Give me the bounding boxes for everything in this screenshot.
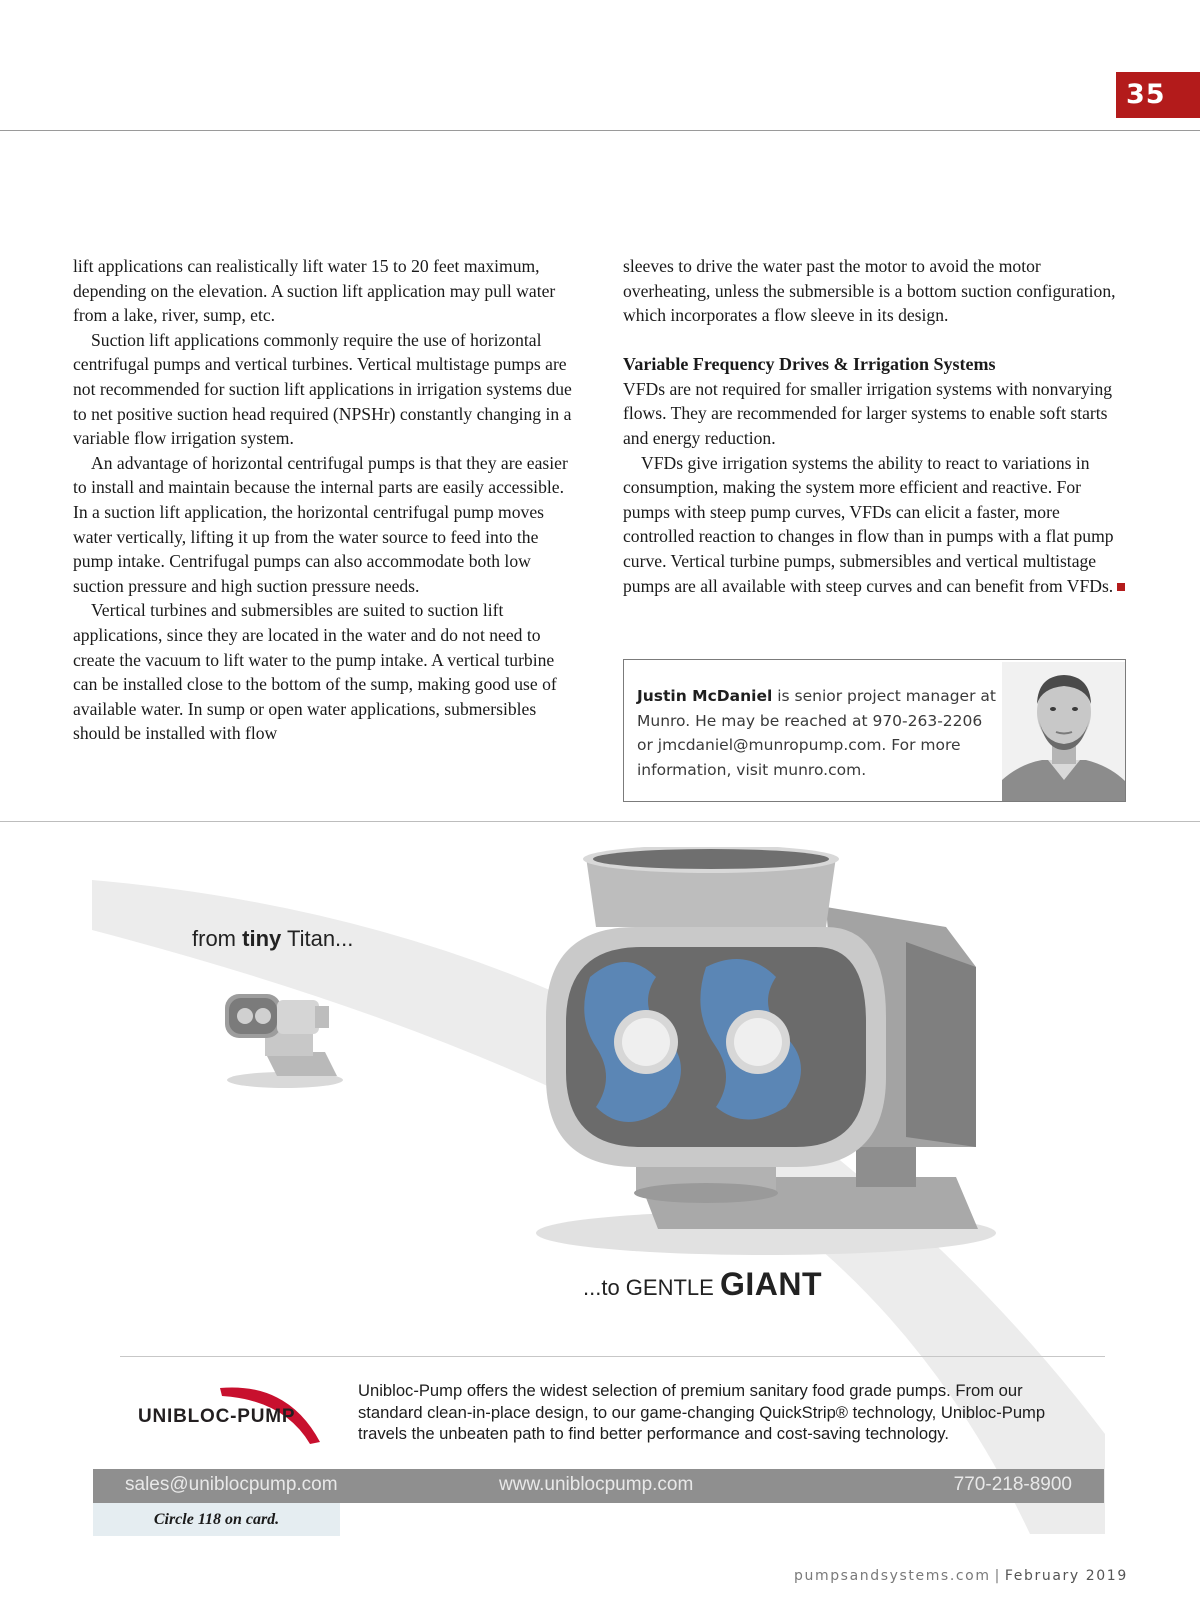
paragraph: An advantage of horizontal centrifugal pumps is that they are easier to install and maintain because the internal parts are easily accessible. In a suction lift application, the horizontal centrifugal pump moves water vertically, lifting it up from the water source to feed into the pump intake. Centrifugal pumps can also accommodate both low suction pressure and high suction pressure needs. (73, 452, 568, 596)
page-footer (794, 1568, 1128, 1584)
footer-date: February 2019 (1004, 1568, 1128, 1584)
author-bio-box (623, 659, 1126, 802)
email-link[interactable]: sales@uniblocpump.com (125, 1474, 338, 1495)
tagline-emphasis: GIANT (719, 1266, 822, 1302)
gentle-giant-pump-image (526, 847, 1006, 1257)
author-bio-body: is senior project manager at Munro. He may be reached at 970-263-2206 or jmcdaniel@munropump.com. For more information, visit munro.com. (637, 687, 996, 779)
paragraph: VFDs are not required for smaller irrigation systems with nonvarying flows. They are recommended for larger systems to enable soft starts and energy reduction. (623, 378, 1113, 448)
section-heading: Variable Frequency Drives & Irrigation Systems (623, 353, 996, 374)
paragraph: Suction lift applications commonly require the use of horizontal centrifugal pumps and vertical turbines. Vertical multistage pumps are not recommended for suction lift applications in irrigation systems due to net positive suction head required (NPSHr) constantly changing in a variable flow irrigation system. (73, 329, 572, 449)
end-mark-icon (1117, 583, 1125, 591)
ad-body-copy: Unibloc-Pump offers the widest selection of premium sanitary food grade pumps. From our standard clean-in-place design, to our game-changing QuickStrip® technology, Unibloc-Pump travels the unbeaten path to find better performance and cost-saving technology. (358, 1381, 1046, 1443)
author-name: Justin McDaniel (637, 687, 773, 705)
author-bio-text (637, 684, 997, 782)
tagline-text: ...to GENTLE (583, 1275, 720, 1300)
paragraph: lift applications can realistically lift water 15 to 20 feet maximum, depending on the elevation. A suction lift application may pull water from a lake, river, sump, etc. (73, 256, 556, 326)
tagline-emphasis: tiny (242, 926, 282, 951)
paragraph: Vertical turbines and submersibles are suited to suction lift applications, since they are located in the water and do not need to create the vacuum to lift water to the pump intake. A vertical turbine can be installed close to the bottom of the sump, making good use of available water. In sump or open water applications, submersibles should be installed with flow (73, 600, 557, 744)
contact-bar (93, 1469, 1104, 1503)
unibloc-advertisement (0, 822, 1200, 1542)
footer-site: pumpsandsystems.com (794, 1568, 991, 1584)
footer-separator: | (994, 1568, 1001, 1584)
from-tiny-titan-tagline (192, 926, 353, 952)
reader-service-card: Circle 118 on card. (93, 1503, 340, 1536)
ad-divider (120, 1356, 1105, 1357)
header-rule (0, 130, 1200, 131)
logo-wordmark: UNIBLOC-PUMP (138, 1406, 296, 1427)
paragraph: sleeves to drive the water past the motor to avoid the motor overheating, unless the submersible is a bottom suction configuration, which incorporates a flow sleeve in its design. (623, 256, 1116, 326)
phone-number: 770-218-8900 (953, 1474, 1072, 1495)
website-link[interactable]: www.uniblocpump.com (499, 1474, 694, 1495)
gentle-giant-tagline (583, 1266, 822, 1303)
paragraph-text: VFDs give irrigation systems the ability to react to variations in consumption, making the system more efficient and reactive. For pumps with steep pump curves, VFDs can elicit a faster, more controlled reaction to changes in flow than in pumps with a flat pump curve. Vertical turbine pumps, submersibles and vertical multistage pumps are all available with steep curves and can benefit from VFDs. (623, 452, 1114, 596)
article-right-column (623, 254, 1129, 598)
tiny-titan-pump-image (215, 982, 345, 1092)
page-number: 35 (1116, 72, 1200, 118)
unibloc-pump-logo (138, 1380, 333, 1446)
paragraph (623, 451, 1129, 599)
article-left-column (73, 254, 579, 746)
tagline-text: Titan... (281, 926, 354, 951)
author-portrait (1002, 662, 1126, 801)
tagline-text: from (192, 926, 243, 951)
